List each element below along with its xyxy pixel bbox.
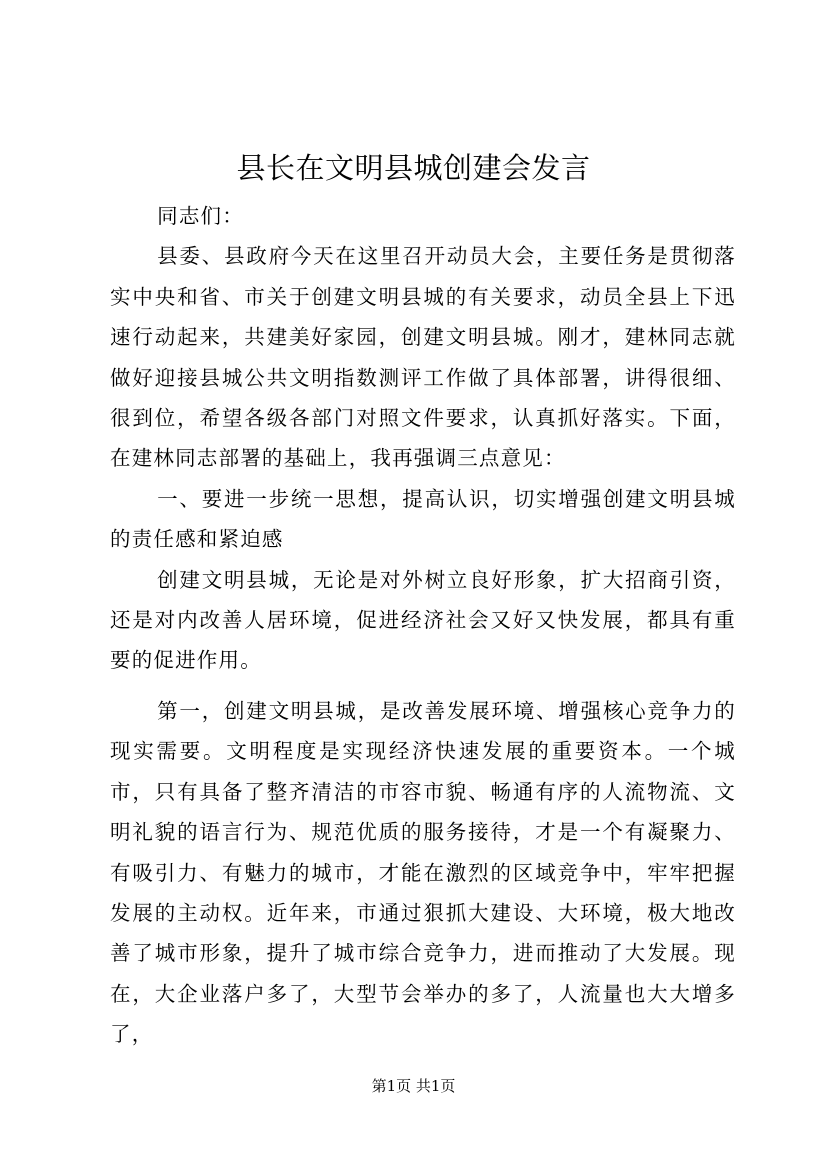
paragraph-intro: 县委、县政府今天在这里召开动员大会，主要任务是贯彻落实中央和省、市关于创建文明县城的有关要求，动员全县上下迅速行动起来，共建美好家园，创建文明县城。刚才，建林同志就做好迎接县城公共文明指数测评工作做了具体部署，讲得很细、很到位，希望各级各部门对照文件要求，认真抓好落实。下面，在建林同志部署的基础上，我再强调三点意见： (110, 244, 736, 471)
paragraph-point-1: 第一，创建文明县城，是改善发展环境、增强核心竞争力的现实需要。文明程度是实现经济快速发展的重要资本。一个城市，只有具备了整齐清洁的市容市貌、畅通有序的人流物流、文明礼貌的语言行为、规范优质的服务接待，才是一个有凝聚力、有吸引力、有魅力的城市，才能在激烈的区域竞争中，牢牢把握发展的主动权。近年来，市通过狠抓大建设、大环境，极大地改善了城市形象，提升了城市综合竞争力，进而推动了大发展。现在，大企业落户多了，大型节会举办的多了，人流量也大大增多了， (110, 698, 736, 1047)
document-title: 县长在文明县城创建会发言 (236, 151, 591, 185)
section-heading-1: 一、要进一步统一思想，提高认识，切实增强创建文明县城的责任感和紧迫感 (110, 486, 736, 552)
paragraph-overview: 创建文明县城，无论是对外树立良好形象，扩大招商引资，还是对内改善人居环境，促进经济社会又好又快发展，都具有重要的促进作用。 (110, 567, 736, 673)
document-body (110, 196, 736, 1055)
salutation: 同志们： (157, 204, 244, 228)
page-number: 第1页 共1页 (371, 1077, 456, 1095)
